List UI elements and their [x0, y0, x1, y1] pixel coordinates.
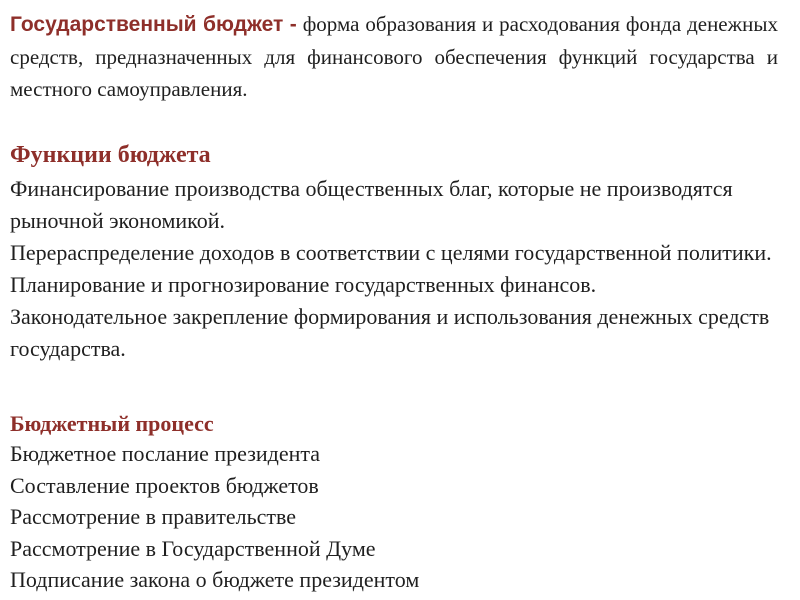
process-list [10, 438, 419, 596]
function-item: Планирование и прогнозирование государственных финансов. [10, 272, 597, 297]
process-step: Рассмотрение в правительстве [10, 504, 296, 529]
functions-heading: Функции бюджета [10, 142, 211, 168]
process-step: Составление проектов бюджетов [10, 472, 319, 498]
function-item: Финансирование производства общественных благ, которые не производятся рыночной экономикой. [10, 176, 733, 233]
functions-list [10, 173, 780, 365]
budget-term: Государственный бюджет - [10, 13, 297, 36]
function-item: Перераспределение доходов в соответствии с целями государственной политики. [10, 240, 772, 265]
budget-definition-text: форма образования и расходования фонда денежных средств, предназначенных для финансового обеспечения функций государства и местного самоуправления. [10, 12, 778, 101]
function-item: Законодательное закрепление формирования и использования денежных средств государства. [10, 304, 770, 361]
budget-definition [10, 8, 778, 105]
process-heading: Бюджетный процесс [10, 411, 214, 436]
process-step: Бюджетное послание президента [10, 441, 321, 466]
process-step: Рассмотрение в Государственной Думе [10, 535, 376, 561]
process-step: Подписание закона о бюджете президентом [10, 567, 420, 592]
